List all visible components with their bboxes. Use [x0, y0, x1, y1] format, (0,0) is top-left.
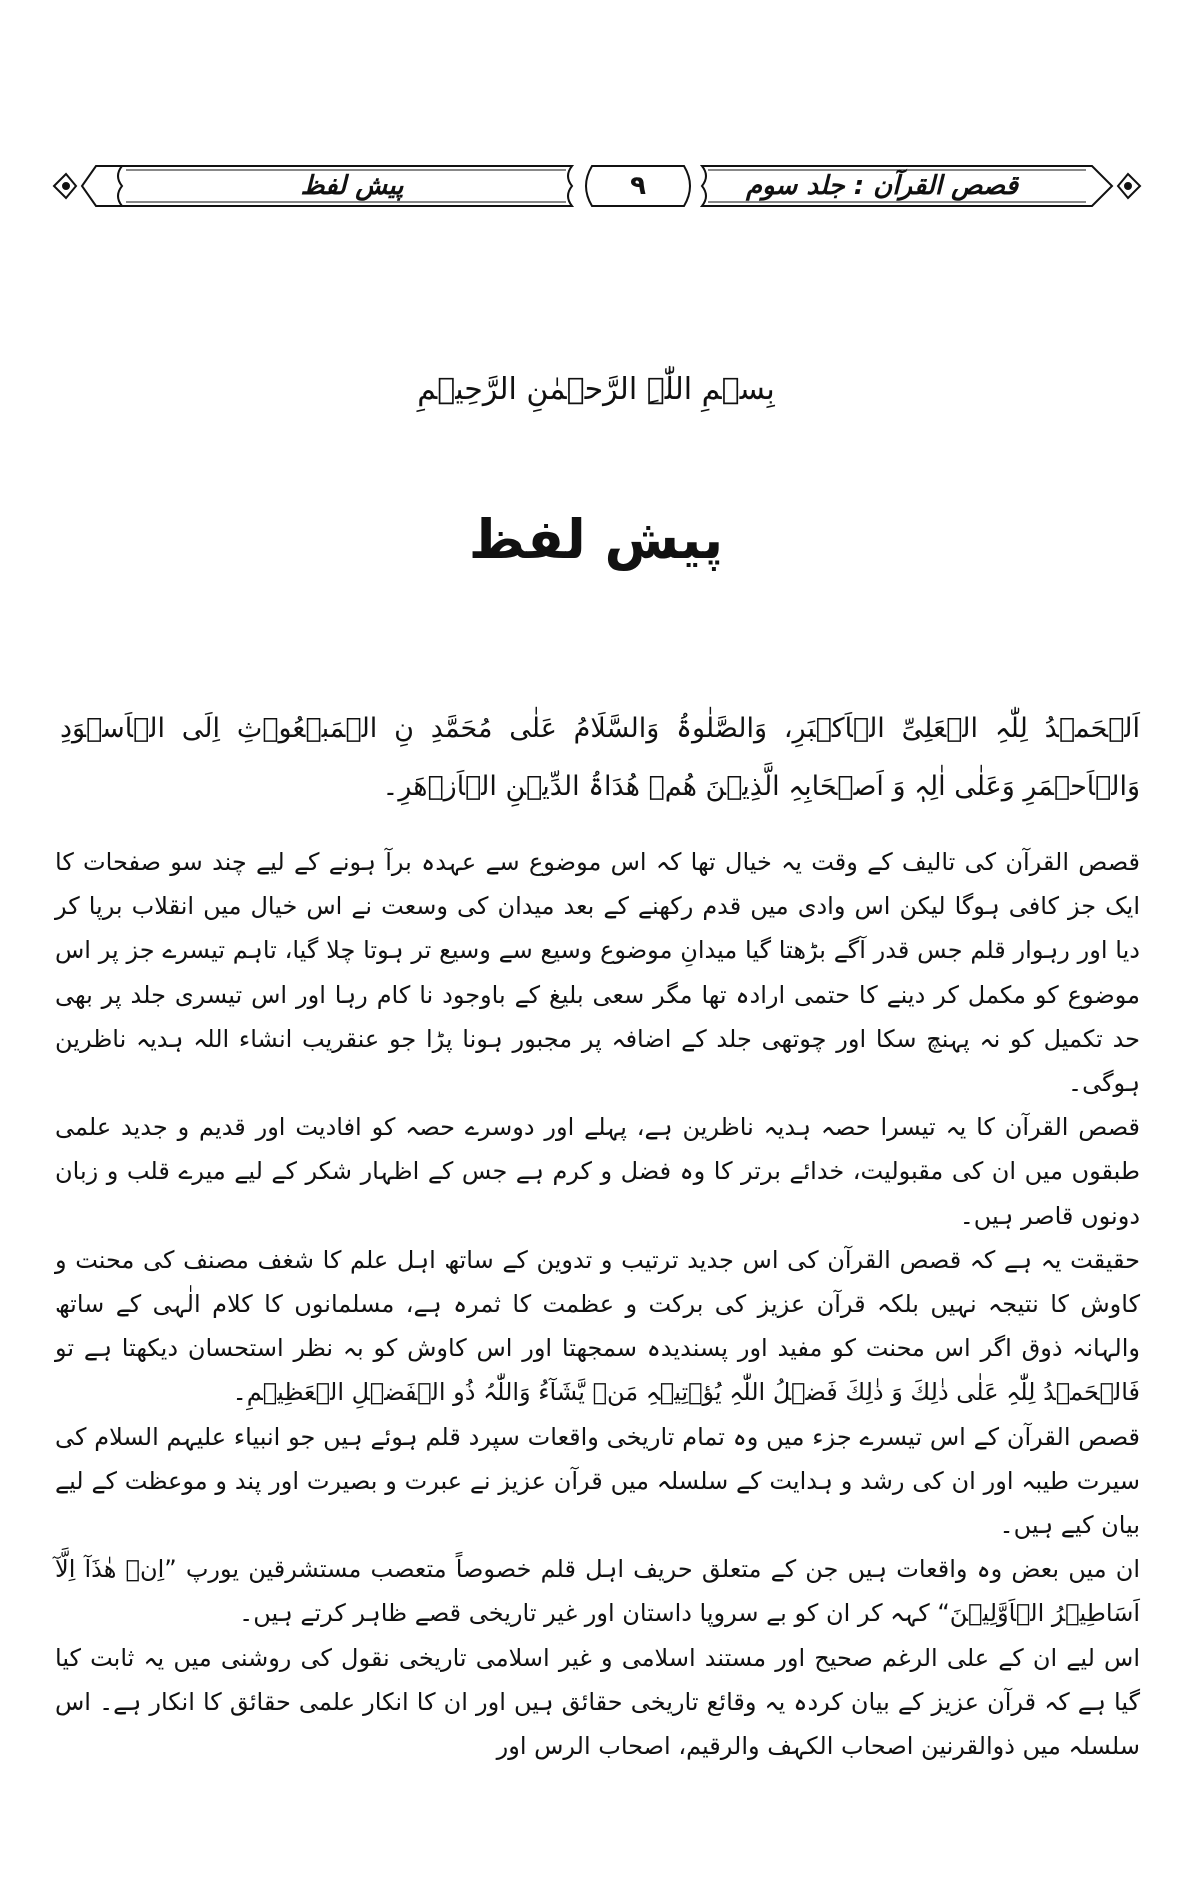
arabic-invocation: اَلۡحَمۡدُ لِلّٰہِ الۡعَلِیِّ الۡاَکۡبَرِ، وَالصَّلٰوۃُ وَالسَّلَامُ عَلٰی مُحَمَّدِ نِ الۡمَبۡعُوۡثِ اِلَی الۡاَسۡوَدِ وَالۡاَحۡمَرِ وَعَلٰی اٰلِہٖ وَ اَصۡحَابِہِ الَّذِیۡنَ ھُمۡ ھُدَاۃُ الدِّیۡنِ الۡاَزۡھَرِ۔ [60, 713, 1140, 802]
body-text [55, 840, 1140, 1768]
running-header [52, 160, 1142, 212]
paragraph: ان میں بعض وہ واقعات ہیں جن کے متعلق حریف اہل قلم خصوصاً متعصب مستشرقین یورپ ”اِنۡ ھٰذَآ اِلَّآ اَسَاطِیۡرُ الۡاَوَّلِیۡنَ“ کہہ کر ان کو بے سروپا داستان اور غیر تاریخی قصے ظاہر کرتے ہیں۔ [55, 1555, 1140, 1628]
header-section-title: پیش لفظ [300, 171, 404, 201]
page-number: ۹ [630, 171, 646, 201]
paragraph: قصص القرآن کی تالیف کے وقت یہ خیال تھا کہ اس موضوع سے عہدہ برآ ہونے کے لیے چند سو صفحات کا ایک جز کافی ہوگا لیکن اس وادی میں قدم رکھنے کے بعد میدان کی وسعت نے اس خیال میں انقلاب برپا کر دیا اور رہوار قلم جس قدر آگے بڑھتا گیا میدانِ موضوع وسیع سے وسیع تر ہوتا چلا گیا، تاہم تیسرے جز پر اس موضوع کو مکمل کر دینے کا حتمی ارادہ تھا مگر سعی بلیغ کے باوجود نا کام رہا اور اس تیسری جلد پر بھی حد تکمیل کو نہ پہنچ سکا اور چوتھی جلد کے اضافہ پر مجبور ہونا پڑا جو عنقریب انشاء اللہ ہدیہ ناظرین ہوگی۔ [55, 848, 1140, 1098]
paragraph: قصص القرآن کے اس تیسرے جزء میں وہ تمام تاریخی واقعات سپرد قلم ہوئے ہیں جو انبیاء علیہم السلام کی سیرت طیبہ اور ان کی رشد و ہدایت کے سلسلہ میں قرآن عزیز نے عبرت و بصیرت اور پند و موعظت کے لیے بیان کیے ہیں۔ [55, 1422, 1140, 1540]
paragraph: حقیقت یہ ہے کہ قصص القرآن کی اس جدید ترتیب و تدوین کے ساتھ اہل علم کا شغف مصنف کی محنت و کاوش کا نتیجہ نہیں بلکہ قرآن عزیز کی برکت و عظمت کا ثمرہ ہے، مسلمانوں کا کلام الٰہی کے ساتھ والہانہ ذوق اگر اس محنت کو مفید اور پسندیدہ سمجھتا اور اس کاوش کو بہ نظر استحسان دیکھتا ہے تو فَالۡحَمۡدُ لِلّٰہِ عَلٰی ذٰلِكَ وَ ذٰلِكَ فَضۡلُ اللّٰہِ یُؤۡتِیۡہِ مَنۡ یَّشَآءُ وَاللّٰہُ ذُو الۡفَضۡلِ الۡعَظِیۡمِ۔ [55, 1245, 1140, 1407]
paragraph: قصص القرآن کا یہ تیسرا حصہ ہدیہ ناظرین ہے، پہلے اور دوسرے حصہ کو افادیت اور قدیم و جدید علمی طبقوں میں ان کی مقبولیت، خدائے برتر کا وہ فضل و کرم ہے جس کے اظہار شکر کے لیے میرے قلب و زبان دونوں قاصر ہیں۔ [55, 1113, 1140, 1230]
bismillah-heading: بِسۡمِ اللّٰہِ الرَّحۡمٰنِ الرَّحِیۡمِ [417, 372, 775, 407]
header-book-title: قصص القرآن : جلد سوم [745, 171, 1019, 201]
paragraph: اس لیے ان کے علی الرغم صحیح اور مستند اسلامی و غیر اسلامی تاریخی نقول کی روشنی میں یہ ثابت کیا گیا ہے کہ قرآن عزیز کے بیان کردہ یہ وقائع تاریخی حقائق ہیں اور ان کا انکار علمی حقائق کا انکار ہے۔ اس سلسلہ میں ذوالقرنین اصحاب الکہف والرقیم، اصحاب الرس اور [55, 1643, 1140, 1761]
page-title: پیش لفظ [468, 508, 724, 571]
